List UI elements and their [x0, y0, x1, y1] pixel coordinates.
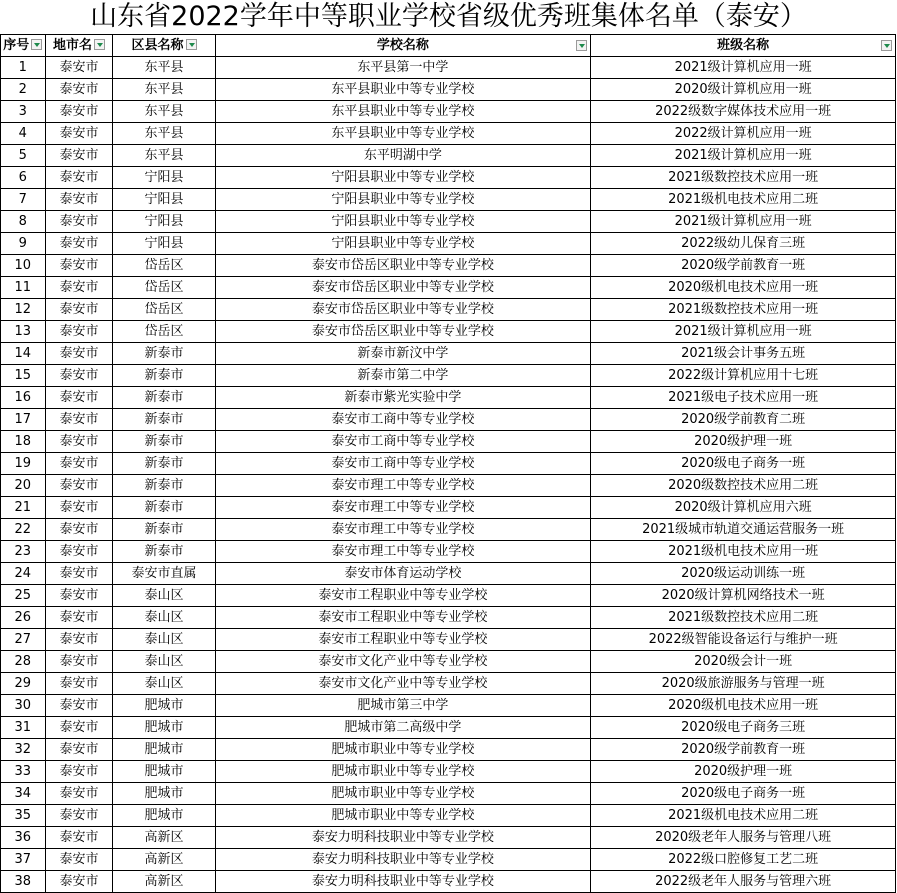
- header-county: 区县名称: [113, 35, 215, 57]
- cell-index[interactable]: 20: [1, 475, 46, 497]
- cell-city[interactable]: 泰安市: [45, 651, 113, 673]
- table-row: [1, 673, 896, 695]
- cell-index[interactable]: 19: [1, 453, 46, 475]
- cell-class[interactable]: 2020级学前教育一班: [591, 255, 896, 277]
- cell-city[interactable]: 泰安市: [45, 277, 113, 299]
- cell-school[interactable]: 泰安市理工中等专业学校: [215, 497, 591, 519]
- cell-county[interactable]: 泰山区: [113, 673, 215, 695]
- cell-school[interactable]: 泰安市岱岳区职业中等专业学校: [215, 299, 591, 321]
- cell-county[interactable]: 宁阳县: [113, 167, 215, 189]
- cell-school[interactable]: 东平明湖中学: [215, 145, 591, 167]
- cell-index[interactable]: 37: [1, 849, 46, 871]
- cell-class[interactable]: 2020级老年人服务与管理八班: [591, 827, 896, 849]
- table-row: [1, 783, 896, 805]
- cell-school[interactable]: 新泰市新汶中学: [215, 343, 591, 365]
- cell-class[interactable]: 2020级护理一班: [591, 431, 896, 453]
- cell-class[interactable]: 2022级智能设备运行与维护一班: [591, 629, 896, 651]
- cell-class[interactable]: 2022级口腔修复工艺二班: [591, 849, 896, 871]
- table-row: [1, 563, 896, 585]
- header-index: 序号: [1, 35, 46, 57]
- table-row: [1, 343, 896, 365]
- cell-class[interactable]: 2020级学前教育一班: [591, 739, 896, 761]
- cell-class[interactable]: 2021级数控技术应用一班: [591, 167, 896, 189]
- cell-class[interactable]: 2021级会计事务五班: [591, 343, 896, 365]
- table-row: [1, 167, 896, 189]
- table-row: [1, 189, 896, 211]
- cell-class[interactable]: 2021级城市轨道交通运营服务一班: [591, 519, 896, 541]
- cell-city[interactable]: 泰安市: [45, 101, 113, 123]
- cell-class[interactable]: 2020级计算机应用一班: [591, 79, 896, 101]
- cell-city[interactable]: 泰安市: [45, 783, 113, 805]
- table-row: [1, 717, 896, 739]
- table-row: [1, 541, 896, 563]
- cell-class[interactable]: 2021级计算机应用一班: [591, 321, 896, 343]
- cell-county[interactable]: 高新区: [113, 871, 215, 893]
- cell-index[interactable]: 32: [1, 739, 46, 761]
- header-row: [1, 35, 896, 57]
- table-row: [1, 277, 896, 299]
- cell-index[interactable]: 4: [1, 123, 46, 145]
- cell-index[interactable]: 6: [1, 167, 46, 189]
- cell-school[interactable]: 泰安市理工中等专业学校: [215, 519, 591, 541]
- cell-city[interactable]: 泰安市: [45, 211, 113, 233]
- cell-county[interactable]: 泰山区: [113, 651, 215, 673]
- cell-school[interactable]: 宁阳县职业中等专业学校: [215, 233, 591, 255]
- cell-school[interactable]: 宁阳县职业中等专业学校: [215, 211, 591, 233]
- cell-city[interactable]: 泰安市: [45, 79, 113, 101]
- cell-school[interactable]: 泰安市工商中等专业学校: [215, 409, 591, 431]
- cell-index[interactable]: 2: [1, 79, 46, 101]
- cell-city[interactable]: 泰安市: [45, 805, 113, 827]
- table-row: [1, 629, 896, 651]
- cell-class[interactable]: 2021级机电技术应用一班: [591, 541, 896, 563]
- cell-city[interactable]: 泰安市: [45, 739, 113, 761]
- cell-county[interactable]: 新泰市: [113, 453, 215, 475]
- cell-index[interactable]: 18: [1, 431, 46, 453]
- cell-county[interactable]: 肥城市: [113, 783, 215, 805]
- cell-city[interactable]: 泰安市: [45, 189, 113, 211]
- cell-city[interactable]: 泰安市: [45, 409, 113, 431]
- cell-class[interactable]: 2022级老年人服务与管理六班: [591, 871, 896, 893]
- table-row: [1, 475, 896, 497]
- cell-class[interactable]: 2021级数控技术应用二班: [591, 607, 896, 629]
- cell-school[interactable]: 泰安市工程职业中等专业学校: [215, 629, 591, 651]
- table-row: [1, 431, 896, 453]
- cell-school[interactable]: 泰安市工程职业中等专业学校: [215, 585, 591, 607]
- table-row: [1, 255, 896, 277]
- cell-county[interactable]: 新泰市: [113, 475, 215, 497]
- cell-school[interactable]: 肥城市第二高级中学: [215, 717, 591, 739]
- cell-city[interactable]: 泰安市: [45, 541, 113, 563]
- cell-class[interactable]: 2021级机电技术应用二班: [591, 189, 896, 211]
- table-row: [1, 57, 896, 79]
- cell-city[interactable]: 泰安市: [45, 255, 113, 277]
- cell-county[interactable]: 泰山区: [113, 585, 215, 607]
- header-class: 班级名称: [591, 35, 896, 57]
- cell-county[interactable]: 肥城市: [113, 695, 215, 717]
- cell-class[interactable]: 2022级幼儿保育三班: [591, 233, 896, 255]
- cell-city[interactable]: 泰安市: [45, 849, 113, 871]
- table-row: [1, 123, 896, 145]
- filter-dropdown-icon[interactable]: [94, 39, 105, 50]
- cell-class[interactable]: 2021级计算机应用一班: [591, 57, 896, 79]
- cell-index[interactable]: 14: [1, 343, 46, 365]
- cell-county[interactable]: 岱岳区: [113, 277, 215, 299]
- cell-class[interactable]: 2020级运动训练一班: [591, 563, 896, 585]
- table-row: [1, 497, 896, 519]
- cell-county[interactable]: 高新区: [113, 849, 215, 871]
- cell-county[interactable]: 肥城市: [113, 805, 215, 827]
- cell-city[interactable]: 泰安市: [45, 827, 113, 849]
- table-row: [1, 739, 896, 761]
- cell-county[interactable]: 东平县: [113, 123, 215, 145]
- table-row: [1, 607, 896, 629]
- cell-class[interactable]: 2021级数控技术应用一班: [591, 299, 896, 321]
- table-row: [1, 365, 896, 387]
- cell-city[interactable]: 泰安市: [45, 167, 113, 189]
- cell-class[interactable]: 2022级计算机应用一班: [591, 123, 896, 145]
- table-row: [1, 79, 896, 101]
- table-row: [1, 321, 896, 343]
- cell-class[interactable]: 2020级计算机网络技术一班: [591, 585, 896, 607]
- cell-school[interactable]: 泰安力明科技职业中等专业学校: [215, 827, 591, 849]
- cell-school[interactable]: 泰安市理工中等专业学校: [215, 541, 591, 563]
- cell-school[interactable]: 泰安市工商中等专业学校: [215, 453, 591, 475]
- cell-index[interactable]: 1: [1, 57, 46, 79]
- cell-school[interactable]: 泰安力明科技职业中等专业学校: [215, 849, 591, 871]
- header-city: 地市名: [45, 35, 113, 57]
- cell-county[interactable]: 东平县: [113, 145, 215, 167]
- cell-index[interactable]: 34: [1, 783, 46, 805]
- cell-index[interactable]: 35: [1, 805, 46, 827]
- cell-city[interactable]: 泰安市: [45, 145, 113, 167]
- cell-city[interactable]: 泰安市: [45, 629, 113, 651]
- cell-school[interactable]: 泰安市岱岳区职业中等专业学校: [215, 255, 591, 277]
- cell-index[interactable]: 10: [1, 255, 46, 277]
- cell-school[interactable]: 泰安市岱岳区职业中等专业学校: [215, 277, 591, 299]
- cell-school[interactable]: 新泰市第二中学: [215, 365, 591, 387]
- cell-index[interactable]: 27: [1, 629, 46, 651]
- table-row: [1, 453, 896, 475]
- cell-city[interactable]: 泰安市: [45, 497, 113, 519]
- cell-school[interactable]: 肥城市第三中学: [215, 695, 591, 717]
- cell-class[interactable]: 2020级计算机应用六班: [591, 497, 896, 519]
- table-row: [1, 695, 896, 717]
- cell-index[interactable]: 33: [1, 761, 46, 783]
- cell-school[interactable]: 东平县职业中等专业学校: [215, 101, 591, 123]
- cell-city[interactable]: 泰安市: [45, 717, 113, 739]
- cell-school[interactable]: 东平县第一中学: [215, 57, 591, 79]
- cell-school[interactable]: 泰安市工商中等专业学校: [215, 431, 591, 453]
- table-row: [1, 849, 896, 871]
- cell-index[interactable]: 8: [1, 211, 46, 233]
- cell-county[interactable]: 新泰市: [113, 343, 215, 365]
- cell-school[interactable]: 肥城市职业中等专业学校: [215, 761, 591, 783]
- table-row: [1, 299, 896, 321]
- cell-city[interactable]: 泰安市: [45, 321, 113, 343]
- filter-dropdown-icon[interactable]: [576, 40, 587, 51]
- cell-city[interactable]: 泰安市: [45, 233, 113, 255]
- cell-school[interactable]: 东平县职业中等专业学校: [215, 123, 591, 145]
- cell-school[interactable]: 肥城市职业中等专业学校: [215, 739, 591, 761]
- cell-county[interactable]: 岱岳区: [113, 255, 215, 277]
- cell-class[interactable]: 2021级计算机应用一班: [591, 145, 896, 167]
- cell-city[interactable]: 泰安市: [45, 57, 113, 79]
- cell-city[interactable]: 泰安市: [45, 563, 113, 585]
- cell-index[interactable]: 15: [1, 365, 46, 387]
- table-row: [1, 871, 896, 893]
- cell-class[interactable]: 2020级会计一班: [591, 651, 896, 673]
- cell-school[interactable]: 泰安市文化产业中等专业学校: [215, 673, 591, 695]
- cell-city[interactable]: 泰安市: [45, 673, 113, 695]
- table-row: [1, 651, 896, 673]
- cell-county[interactable]: 宁阳县: [113, 211, 215, 233]
- cell-school[interactable]: 泰安市理工中等专业学校: [215, 475, 591, 497]
- cell-city[interactable]: 泰安市: [45, 365, 113, 387]
- cell-school[interactable]: 宁阳县职业中等专业学校: [215, 167, 591, 189]
- cell-city[interactable]: 泰安市: [45, 585, 113, 607]
- cell-county[interactable]: 新泰市: [113, 519, 215, 541]
- cell-county[interactable]: 东平县: [113, 57, 215, 79]
- cell-city[interactable]: 泰安市: [45, 431, 113, 453]
- table-row: [1, 409, 896, 431]
- cell-county[interactable]: 宁阳县: [113, 233, 215, 255]
- cell-class[interactable]: 2020级电子商务一班: [591, 453, 896, 475]
- cell-class[interactable]: 2020级机电技术应用一班: [591, 277, 896, 299]
- cell-county[interactable]: 高新区: [113, 827, 215, 849]
- cell-class[interactable]: 2020级电子商务一班: [591, 783, 896, 805]
- table-row: [1, 805, 896, 827]
- cell-class[interactable]: 2020级电子商务三班: [591, 717, 896, 739]
- cell-county[interactable]: 肥城市: [113, 761, 215, 783]
- cell-school[interactable]: 宁阳县职业中等专业学校: [215, 189, 591, 211]
- cell-class[interactable]: 2022级计算机应用十七班: [591, 365, 896, 387]
- cell-county[interactable]: 泰山区: [113, 607, 215, 629]
- table-row: [1, 519, 896, 541]
- cell-city[interactable]: 泰安市: [45, 343, 113, 365]
- cell-school[interactable]: 泰安力明科技职业中等专业学校: [215, 871, 591, 893]
- cell-county[interactable]: 泰安市直属: [113, 563, 215, 585]
- header-school: 学校名称: [215, 35, 591, 57]
- cell-school[interactable]: 泰安市岱岳区职业中等专业学校: [215, 321, 591, 343]
- cell-school[interactable]: 泰安市工程职业中等专业学校: [215, 607, 591, 629]
- cell-school[interactable]: 泰安市文化产业中等专业学校: [215, 651, 591, 673]
- cell-county[interactable]: 东平县: [113, 79, 215, 101]
- cell-county[interactable]: 新泰市: [113, 541, 215, 563]
- cell-index[interactable]: 9: [1, 233, 46, 255]
- cell-index[interactable]: 21: [1, 497, 46, 519]
- cell-index[interactable]: 12: [1, 299, 46, 321]
- cell-county[interactable]: 宁阳县: [113, 189, 215, 211]
- table-row: [1, 387, 896, 409]
- cell-class[interactable]: 2020级数控技术应用二班: [591, 475, 896, 497]
- cell-class[interactable]: 2020级学前教育二班: [591, 409, 896, 431]
- cell-city[interactable]: 泰安市: [45, 387, 113, 409]
- cell-county[interactable]: 新泰市: [113, 497, 215, 519]
- sheet-title: 山东省2022学年中等职业学校省级优秀班集体名单（泰安）: [90, 1, 807, 32]
- cell-city[interactable]: 泰安市: [45, 695, 113, 717]
- cell-index[interactable]: 38: [1, 871, 46, 893]
- table-row: [1, 585, 896, 607]
- table-row: [1, 233, 896, 255]
- cell-index[interactable]: 36: [1, 827, 46, 849]
- cell-index[interactable]: 16: [1, 387, 46, 409]
- cell-index[interactable]: 24: [1, 563, 46, 585]
- cell-index[interactable]: 17: [1, 409, 46, 431]
- cell-class[interactable]: 2021级电子技术应用一班: [591, 387, 896, 409]
- cell-county[interactable]: 肥城市: [113, 717, 215, 739]
- cell-city[interactable]: 泰安市: [45, 761, 113, 783]
- cell-county[interactable]: 岱岳区: [113, 299, 215, 321]
- cell-school[interactable]: 新泰市紫光实验中学: [215, 387, 591, 409]
- cell-city[interactable]: 泰安市: [45, 519, 113, 541]
- cell-county[interactable]: 东平县: [113, 101, 215, 123]
- cell-class[interactable]: 2021级机电技术应用二班: [591, 805, 896, 827]
- cell-index[interactable]: 29: [1, 673, 46, 695]
- cell-city[interactable]: 泰安市: [45, 871, 113, 893]
- cell-index[interactable]: 3: [1, 101, 46, 123]
- cell-county[interactable]: 新泰市: [113, 387, 215, 409]
- cell-index[interactable]: 22: [1, 519, 46, 541]
- cell-county[interactable]: 新泰市: [113, 431, 215, 453]
- cell-index[interactable]: 28: [1, 651, 46, 673]
- filter-dropdown-icon[interactable]: [881, 40, 892, 51]
- table-row: [1, 761, 896, 783]
- cell-index[interactable]: 30: [1, 695, 46, 717]
- cell-class[interactable]: 2021级计算机应用一班: [591, 211, 896, 233]
- cell-index[interactable]: 13: [1, 321, 46, 343]
- data-table: [0, 34, 896, 893]
- table-row: [1, 211, 896, 233]
- table-row: [1, 827, 896, 849]
- cell-city[interactable]: 泰安市: [45, 123, 113, 145]
- cell-city[interactable]: 泰安市: [45, 607, 113, 629]
- cell-index[interactable]: 23: [1, 541, 46, 563]
- cell-index[interactable]: 31: [1, 717, 46, 739]
- cell-city[interactable]: 泰安市: [45, 453, 113, 475]
- cell-county[interactable]: 泰山区: [113, 629, 215, 651]
- cell-school[interactable]: 东平县职业中等专业学校: [215, 79, 591, 101]
- cell-city[interactable]: 泰安市: [45, 475, 113, 497]
- filter-dropdown-icon[interactable]: [186, 39, 197, 50]
- cell-school[interactable]: 肥城市职业中等专业学校: [215, 783, 591, 805]
- cell-index[interactable]: 26: [1, 607, 46, 629]
- cell-city[interactable]: 泰安市: [45, 299, 113, 321]
- table-row: [1, 101, 896, 123]
- cell-school[interactable]: 肥城市职业中等专业学校: [215, 805, 591, 827]
- cell-class[interactable]: 2020级护理一班: [591, 761, 896, 783]
- cell-county[interactable]: 新泰市: [113, 365, 215, 387]
- cell-class[interactable]: 2020级机电技术应用一班: [591, 695, 896, 717]
- table-row: [1, 145, 896, 167]
- cell-index[interactable]: 5: [1, 145, 46, 167]
- cell-county[interactable]: 岱岳区: [113, 321, 215, 343]
- cell-index[interactable]: 25: [1, 585, 46, 607]
- cell-county[interactable]: 肥城市: [113, 739, 215, 761]
- cell-county[interactable]: 新泰市: [113, 409, 215, 431]
- cell-index[interactable]: 7: [1, 189, 46, 211]
- cell-index[interactable]: 11: [1, 277, 46, 299]
- filter-dropdown-icon[interactable]: [31, 39, 42, 50]
- cell-school[interactable]: 泰安市体育运动学校: [215, 563, 591, 585]
- cell-class[interactable]: 2020级旅游服务与管理一班: [591, 673, 896, 695]
- cell-class[interactable]: 2022级数字媒体技术应用一班: [591, 101, 896, 123]
